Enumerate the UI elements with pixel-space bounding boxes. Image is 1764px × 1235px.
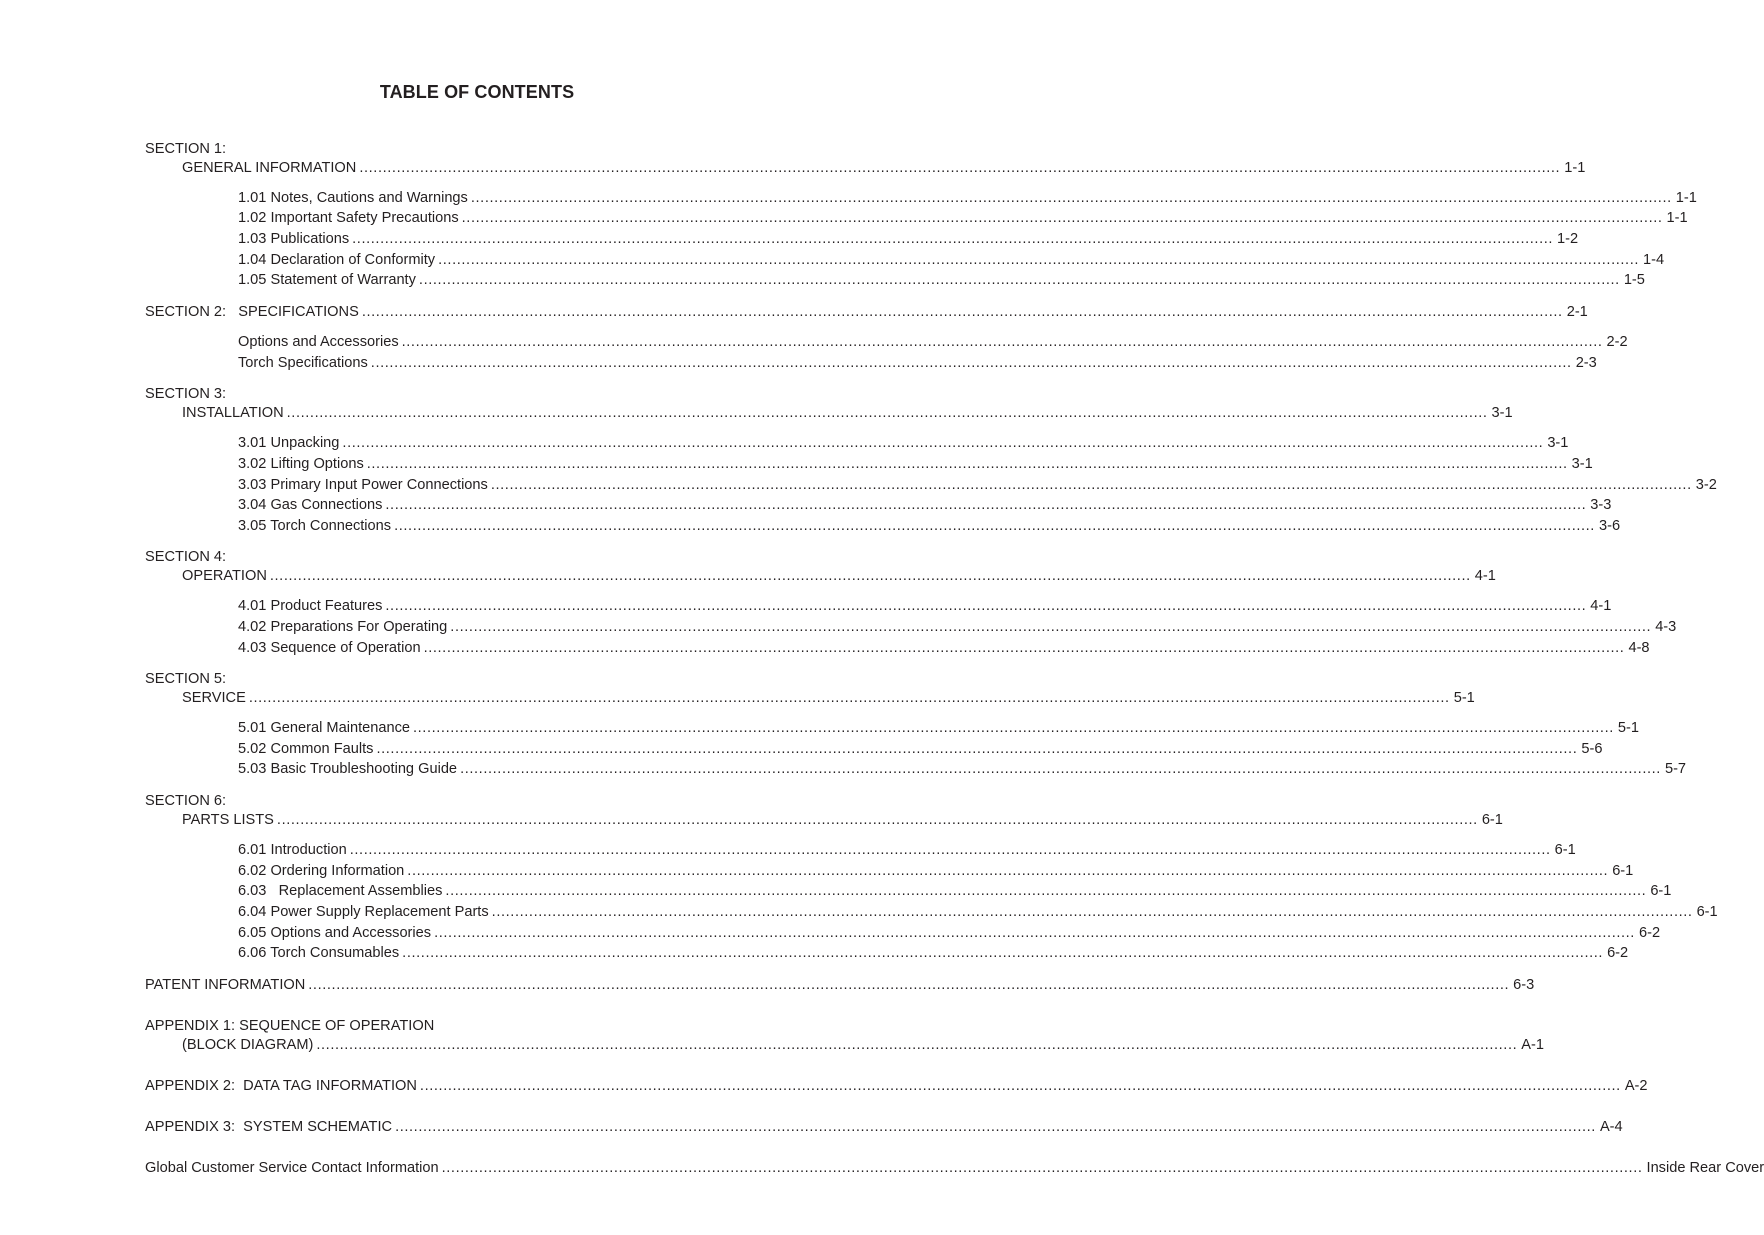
leader-dots: ..................................................................................................................................................................................................................................................................: [370, 355, 1572, 371]
toc-entry-label: 5.01 General Maintenance: [238, 720, 410, 736]
toc-entry[interactable]: [182, 688, 1475, 708]
toc-entry-label: 1.01 Notes, Cautions and Warnings: [238, 190, 468, 206]
toc-entry-page: 1-2: [1557, 231, 1579, 247]
toc-entry-page: 2-1: [1566, 304, 1588, 320]
toc-entry-page: 5-1: [1453, 690, 1475, 706]
toc-entry-page: 5-1: [1617, 720, 1639, 736]
leader-dots: ..................................................................................................................................................................................................................................................................: [441, 1160, 1643, 1176]
toc-entry-label: 1.04 Declaration of Conformity: [238, 252, 436, 268]
page-title: TABLE OF CONTENTS: [379, 82, 575, 102]
leader-dots: ..................................................................................................................................................................................................................................................................: [461, 210, 1663, 226]
toc-entry-page: A-2: [1624, 1078, 1648, 1094]
toc-entry[interactable]: [238, 759, 1687, 779]
toc-entry-page: 6-3: [1513, 977, 1535, 993]
section-heading: SECTION 4:: [145, 549, 227, 565]
toc-entry[interactable]: [145, 975, 1535, 995]
toc-entry[interactable]: [238, 188, 1697, 208]
section-heading: SECTION 1:: [145, 141, 227, 157]
toc-entry[interactable]: [238, 881, 1672, 901]
toc-entry-page: 4-3: [1655, 619, 1677, 635]
toc-entry[interactable]: [182, 158, 1586, 178]
toc-entry-label: SECTION 2: SPECIFICATIONS: [145, 304, 359, 320]
toc-entry-page: 6-2: [1638, 925, 1661, 941]
toc-entry-label: INSTALLATION: [182, 405, 284, 421]
leader-dots: ..................................................................................................................................................................................................................................................................: [423, 640, 1625, 656]
leader-dots: ..................................................................................................................................................................................................................................................................: [359, 160, 1561, 176]
toc-entry-page: 1-1: [1666, 210, 1688, 226]
toc-entry[interactable]: [238, 229, 1579, 249]
leader-dots: ..................................................................................................................................................................................................................................................................: [413, 720, 1614, 736]
toc-entry-page: 3-6: [1598, 518, 1621, 534]
toc-entry-page: 2-2: [1606, 334, 1628, 350]
toc-entry-label: Options and Accessories: [238, 334, 399, 350]
toc-entry[interactable]: [145, 1076, 1648, 1096]
toc-entry[interactable]: [145, 1158, 1764, 1178]
toc-entry-page: 6-1: [1554, 842, 1576, 858]
toc-entry-label: APPENDIX 2: DATA TAG INFORMATION: [145, 1078, 417, 1094]
leader-dots: ..................................................................................................................................................................................................................................................................: [460, 761, 1661, 777]
toc-entry-label: 1.03 Publications: [238, 231, 350, 247]
toc-entry[interactable]: [182, 403, 1513, 423]
toc-entry-label: GENERAL INFORMATION: [182, 160, 357, 176]
toc-entry-page: 1-1: [1675, 190, 1697, 206]
toc-entry-label: 1.05 Statement of Warranty: [238, 272, 416, 288]
toc-entry-label: (BLOCK DIAGRAM): [182, 1037, 314, 1053]
leader-dots: ..................................................................................................................................................................................................................................................................: [490, 477, 1692, 493]
leader-dots: ..................................................................................................................................................................................................................................................................: [402, 945, 1604, 961]
leader-dots: ..................................................................................................................................................................................................................................................................: [308, 977, 1510, 993]
toc-entry[interactable]: [238, 718, 1639, 738]
leader-dots: ..................................................................................................................................................................................................................................................................: [470, 190, 1672, 206]
toc-entry-label: 4.02 Preparations For Operating: [238, 619, 448, 635]
toc-entry[interactable]: [238, 902, 1718, 922]
leader-dots: ..................................................................................................................................................................................................................................................................: [438, 252, 1639, 268]
leader-dots: ..................................................................................................................................................................................................................................................................: [352, 231, 1554, 247]
toc-entry-page: 6-1: [1612, 863, 1634, 879]
leader-dots: ..................................................................................................................................................................................................................................................................: [366, 456, 1568, 472]
toc-entry[interactable]: [238, 638, 1650, 658]
toc-entry[interactable]: [145, 1117, 1623, 1137]
leader-dots: ..................................................................................................................................................................................................................................................................: [269, 568, 1471, 584]
toc-entry-page: 6-1: [1650, 883, 1672, 899]
toc-entry[interactable]: [182, 566, 1496, 586]
toc-entry-page: 3-3: [1590, 497, 1612, 513]
toc-entry-label: 5.03 Basic Troubleshooting Guide: [238, 761, 458, 777]
toc-entry-label: Global Customer Service Contact Information: [145, 1160, 439, 1176]
toc-entry-label: 6.02 Ordering Information: [238, 863, 405, 879]
toc-entry-label: 4.01 Product Features: [238, 598, 383, 614]
toc-entry-label: 3.04 Gas Connections: [238, 497, 383, 513]
toc-entry-page: 1-5: [1623, 272, 1645, 288]
toc-entry[interactable]: [238, 943, 1629, 963]
toc-entry-page: A-1: [1521, 1037, 1544, 1053]
toc-entry[interactable]: [238, 840, 1576, 860]
toc-entry-page: 3-1: [1571, 456, 1593, 472]
leader-dots: ..................................................................................................................................................................................................................................................................: [276, 812, 1478, 828]
toc-entry[interactable]: [238, 353, 1597, 373]
leader-dots: ..................................................................................................................................................................................................................................................................: [342, 435, 1544, 451]
leader-dots: ..................................................................................................................................................................................................................................................................: [349, 842, 1551, 858]
toc-entry-page: 4-1: [1474, 568, 1496, 584]
toc-entry[interactable]: [238, 516, 1621, 536]
toc-entry-page: 5-6: [1581, 741, 1603, 757]
toc-entry[interactable]: [182, 810, 1503, 830]
toc-entry-label: Torch Specifications: [238, 355, 368, 371]
toc-entry[interactable]: [238, 923, 1661, 943]
leader-dots: ..................................................................................................................................................................................................................................................................: [248, 690, 1450, 706]
leader-dots: ..................................................................................................................................................................................................................................................................: [401, 334, 1603, 350]
toc-entry-label: 1.02 Important Safety Precautions: [238, 210, 459, 226]
toc-entry-label: 4.03 Sequence of Operation: [238, 640, 421, 656]
toc-entry-page: 3-1: [1547, 435, 1569, 451]
section-heading: SECTION 5:: [145, 671, 227, 687]
leader-dots: ..................................................................................................................................................................................................................................................................: [418, 272, 1620, 288]
leader-dots: ..................................................................................................................................................................................................................................................................: [395, 1119, 1596, 1135]
toc-entry[interactable]: [238, 596, 1612, 616]
toc-entry-page: Inside Rear Cover: [1646, 1160, 1764, 1176]
toc-entry[interactable]: [238, 208, 1688, 228]
leader-dots: ..................................................................................................................................................................................................................................................................: [434, 925, 1635, 941]
toc-entry-label: 6.06 Torch Consumables: [238, 945, 400, 961]
toc-entry[interactable]: [238, 332, 1628, 352]
toc-entry-label: 3.03 Primary Input Power Connections: [238, 477, 488, 493]
leader-dots: ..................................................................................................................................................................................................................................................................: [385, 497, 1587, 513]
toc-entry-label: PARTS LISTS: [182, 812, 274, 828]
toc-entry[interactable]: [238, 270, 1645, 290]
toc-entry-label: OPERATION: [182, 568, 267, 584]
leader-dots: ..................................................................................................................................................................................................................................................................: [445, 883, 1647, 899]
toc-entry-page: 3-2: [1695, 477, 1717, 493]
toc-entry[interactable]: [238, 433, 1569, 453]
toc-entry[interactable]: [182, 1035, 1544, 1055]
toc-entry-page: 4-8: [1628, 640, 1650, 656]
leader-dots: ..................................................................................................................................................................................................................................................................: [376, 741, 1578, 757]
toc-entry-label: 5.02 Common Faults: [238, 741, 374, 757]
leader-dots: ..................................................................................................................................................................................................................................................................: [407, 863, 1609, 879]
toc-entry-page: 5-7: [1664, 761, 1687, 777]
toc-entry-page: 4-1: [1590, 598, 1612, 614]
toc-entry[interactable]: [238, 739, 1603, 759]
toc-entry[interactable]: [238, 454, 1593, 474]
toc-entry[interactable]: [238, 475, 1717, 495]
toc-entry-page: 3-1: [1491, 405, 1513, 421]
toc-entry-page: 1-1: [1564, 160, 1586, 176]
section-heading: SECTION 3:: [145, 386, 227, 402]
toc-entry-label: 6.04 Power Supply Replacement Parts: [238, 904, 489, 920]
toc-entry-label: SERVICE: [182, 690, 246, 706]
leader-dots: ..................................................................................................................................................................................................................................................................: [316, 1037, 1518, 1053]
toc-entry-page: 6-1: [1696, 904, 1718, 920]
leader-dots: ..................................................................................................................................................................................................................................................................: [419, 1078, 1621, 1094]
leader-dots: ..................................................................................................................................................................................................................................................................: [491, 904, 1693, 920]
leader-dots: ..................................................................................................................................................................................................................................................................: [385, 598, 1587, 614]
section-heading: SECTION 6:: [145, 793, 227, 809]
toc-entry-label: APPENDIX 3: SYSTEM SCHEMATIC: [145, 1119, 393, 1135]
toc-entry[interactable]: [145, 302, 1588, 322]
toc-entry-label: 3.01 Unpacking: [238, 435, 340, 451]
toc-entry-page: A-4: [1599, 1119, 1623, 1135]
toc-entry-label: 6.01 Introduction: [238, 842, 347, 858]
appendix-heading: APPENDIX 1: SEQUENCE OF OPERATION: [145, 1018, 435, 1034]
toc-entry[interactable]: [238, 495, 1612, 515]
toc-entry-label: 6.05 Options and Accessories: [238, 925, 432, 941]
toc-entry-label: PATENT INFORMATION: [145, 977, 306, 993]
leader-dots: ..................................................................................................................................................................................................................................................................: [361, 304, 1563, 320]
leader-dots: ..................................................................................................................................................................................................................................................................: [394, 518, 1595, 534]
toc-entry-label: 3.05 Torch Connections: [238, 518, 392, 534]
toc-entry-page: 6-1: [1481, 812, 1503, 828]
toc-entry-label: 6.03 Replacement Assemblies: [238, 883, 443, 899]
leader-dots: ..................................................................................................................................................................................................................................................................: [286, 405, 1488, 421]
leader-dots: ..................................................................................................................................................................................................................................................................: [450, 619, 1652, 635]
toc-entry-page: 1-4: [1643, 252, 1665, 268]
toc-entry-label: 3.02 Lifting Options: [238, 456, 364, 472]
toc-entry[interactable]: [238, 250, 1665, 270]
toc-entry[interactable]: [238, 861, 1634, 881]
toc-entry-page: 2-3: [1575, 355, 1597, 371]
toc-entry[interactable]: [238, 617, 1677, 637]
toc-entry-page: 6-2: [1607, 945, 1629, 961]
